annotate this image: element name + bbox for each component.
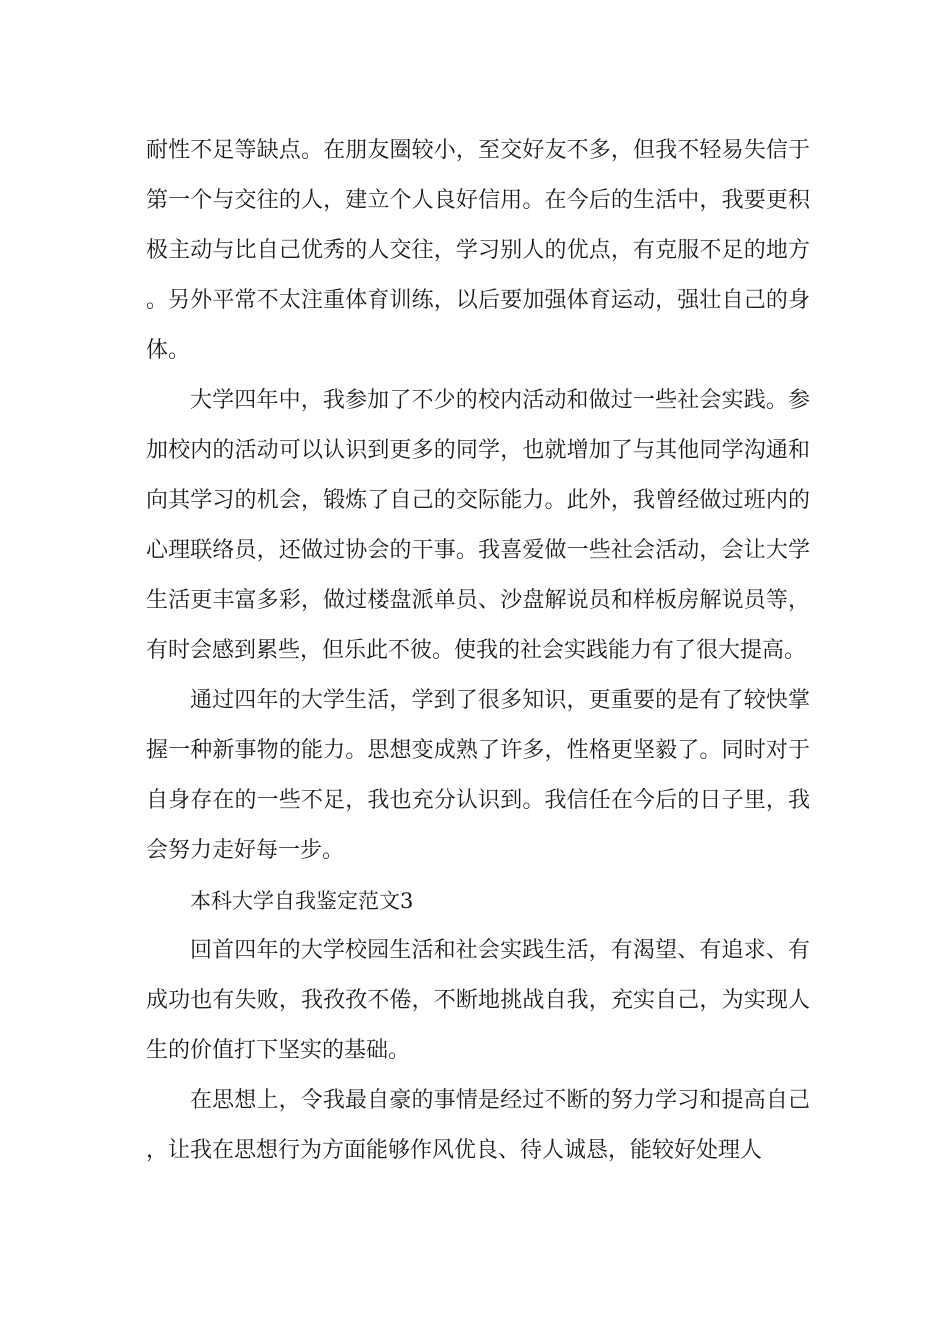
document-body bbox=[146, 126, 810, 1176]
paragraph-campus-activities: 大学四年中，我参加了不少的校内活动和做过一些社会实践。参加校内的活动可以认识到更多的同学，也就增加了与其他同学沟通和向其学习的机会，锻炼了自己的交际能力。此外，我曾经做过班内的心理联络员，还做过协会的干事。我喜爱做一些社会活动，会让大学生活更丰富多彩，做过楼盘派单员、沙盘解说员和样板房解说员等，有时会感到累些，但乐此不彼。使我的社会实践能力有了很大提高。 bbox=[146, 388, 810, 663]
paragraph-continuation: 耐性不足等缺点。在朋友圈较小，至交好友不多，但我不轻易失信于第一个与交往的人，建立个人良好信用。在今后的生活中，我要更积极主动与比自己优秀的人交往，学习别人的优点，有克服不足的地方。另外平常不太注重体育训练，以后要加强体育运动，强壮自己的身体。 bbox=[146, 138, 810, 363]
paragraph-four-years-summary: 通过四年的大学生活，学到了很多知识，更重要的是有了较快掌握一种新事物的能力。思想变成熟了许多，性格更坚毅了。同时对于自身存在的一些不足，我也充分认识到。我信任在今后的日子里，我会努力走好每一步。 bbox=[146, 688, 810, 863]
section-heading: 本科大学自我鉴定范文3 bbox=[190, 889, 414, 913]
paragraph-ideology: 在思想上，令我最自豪的事情是经过不断的努力学习和提高自己，让我在思想行为方面能够作风优良、待人诚恳，能较好处理人 bbox=[146, 1088, 810, 1163]
paragraph-looking-back: 回首四年的大学校园生活和社会实践生活，有渴望、有追求、有成功也有失败，我孜孜不倦，不断地挑战自我，充实自己，为实现人生的价值打下坚实的基础。 bbox=[146, 938, 810, 1063]
